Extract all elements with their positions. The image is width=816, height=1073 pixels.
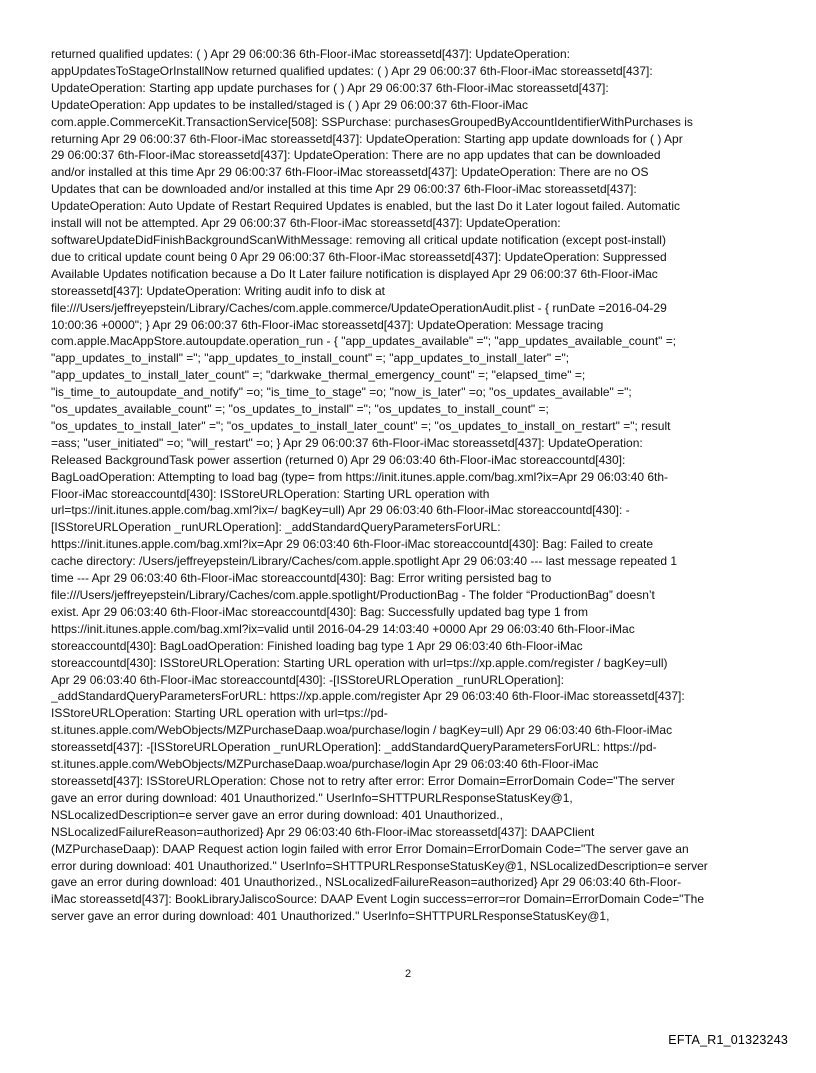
text-line: storeassetd[437]: -[ISStoreURLOperation _runURLOperation]: _addStandardQueryParametersForURL: https://pd-	[51, 740, 657, 755]
text-line: NSLocalizedFailureReason=authorized} Apr 29 06:03:40 6th-Floor-iMac storeassetd[437]: DAAPClient	[51, 824, 595, 839]
text-line: install will not be attempted. Apr 29 06:00:37 6th-Floor-iMac storeassetd[437]: UpdateOperation:	[51, 216, 561, 231]
page-number: 2	[404, 968, 412, 980]
text-line: file:///Users/jeffreyepstein/Library/Caches/com.apple.commerce/UpdateOperationAudit.plist - { runDate =2016-04-29	[51, 300, 667, 315]
text-line: "os_updates_to_install_later" ="; "os_updates_to_install_later_count" =; "os_updates_to_install_on_restart" ="; result	[51, 418, 671, 433]
text-line: returning Apr 29 06:00:37 6th-Floor-iMac storeassetd[437]: UpdateOperation: Starting app update downloads for ( ) Apr	[51, 131, 683, 146]
text-line: storeaccountd[430]: ISStoreURLOperation: Starting URL operation with url=tps://xp.apple.com/register / bagKey=ull)	[51, 655, 668, 670]
text-line: [ISStoreURLOperation _runURLOperation]: _addStandardQueryParametersForURL:	[51, 520, 501, 535]
text-line: gave an error during download: 401 Unauthorized., NSLocalizedFailureReason=authorized} Apr 29 06:03:40 6th-Floor-	[51, 875, 682, 890]
document-id-stamp: EFTA_R1_01323243	[668, 1033, 788, 1047]
text-line: due to critical update count being 0 Apr 29 06:00:37 6th-Floor-iMac storeassetd[437]: UpdateOperation: Suppressed	[51, 249, 667, 264]
text-line: Apr 29 06:03:40 6th-Floor-iMac storeaccountd[430]: -[ISStoreURLOperation _runURLOperation]:	[51, 672, 564, 687]
text-line: UpdateOperation: Auto Update of Restart Required Updates is enabled, but the last Do it Later logout failed. Automatic	[51, 199, 681, 214]
text-line: storeassetd[437]: ISStoreURLOperation: Chose not to retry after error: Error Domain=ErrorDomain Code="The server	[51, 773, 675, 788]
text-line: =ass; "user_initiated" =o; "will_restart" =o; } Apr 29 06:00:37 6th-Floor-iMac storeassetd[437]: UpdateOperation:	[51, 435, 643, 450]
text-line: "os_updates_available_count" =; "os_updates_to_install" ="; "os_updates_to_install_count" =;	[51, 402, 549, 417]
text-line: storeaccountd[430]: BagLoadOperation: Finished loading bag type 1 Apr 29 06:03:40 6th-Floor-iMac	[51, 638, 583, 653]
text-line: softwareUpdateDidFinishBackgroundScanWithMessage: removing all critical update notification (except post-install)	[51, 232, 666, 247]
text-line: "app_updates_to_install_later_count" =; "darkwake_thermal_emergency_count" =; "elapsed_time" =;	[51, 368, 586, 383]
text-line: appUpdatesToStageOrInstallNow returned qualified updates: ( ) Apr 29 06:00:37 6th-Floor-iMac storeassetd[437]:	[51, 63, 653, 78]
text-line: file:///Users/jeffreyepstein/Library/Caches/com.apple.spotlight/ProductionBag - The folder “ProductionBag” doesn’t	[51, 588, 655, 602]
text-line: gave an error during download: 401 Unauthorized." UserInfo=SHTTPURLResponseStatusKey@1,	[51, 790, 573, 805]
text-line: _addStandardQueryParametersForURL: https://xp.apple.com/register Apr 29 06:03:40 6th-Floor-iMac storeassetd[437]:	[51, 689, 685, 704]
text-line: time --- Apr 29 06:03:40 6th-Floor-iMac storeaccountd[430]: Bag: Error writing persisted bag to	[51, 571, 552, 586]
text-line: UpdateOperation: App updates to be installed/staged is ( ) Apr 29 06:00:37 6th-Floor-iMac	[51, 97, 528, 112]
text-line: st.itunes.apple.com/WebObjects/MZPurchaseDaap.woa/purchase/login Apr 29 06:03:40 6th-Floor-iMac	[51, 757, 599, 772]
text-line: ISStoreURLOperation: Starting URL operation with url=tps://pd-	[51, 706, 388, 721]
text-line: iMac storeassetd[437]: BookLibraryJaliscoSource: DAAP Event Login success=error=ror Domain=ErrorDomain Code="The	[51, 892, 705, 907]
text-line: url=tps://init.itunes.apple.com/bag.xml?ix=/ bagKey=ull) Apr 29 06:03:40 6th-Floor-iMac storeaccountd[430]: -	[51, 503, 630, 518]
text-line: Floor-iMac storeaccountd[430]: ISStoreURLOperation: Starting URL operation with	[51, 486, 490, 501]
text-line: error during download: 401 Unauthorized." UserInfo=SHTTPURLResponseStatusKey@1, NSLocalizedDescription=e server	[51, 858, 708, 873]
text-line: UpdateOperation: Starting app update purchases for ( ) Apr 29 06:00:37 6th-Floor-iMac storeassetd[437]:	[51, 80, 609, 95]
text-line: returned qualified updates: ( ) Apr 29 06:00:36 6th-Floor-iMac storeassetd[437]: UpdateOperation:	[51, 47, 570, 61]
log-text-body	[51, 46, 771, 925]
text-line: Available Updates notification because a Do It Later failure notification is displayed Apr 29 06:00:37 6th-Floor-iMac	[51, 266, 658, 281]
text-line: storeassetd[437]: UpdateOperation: Writing audit info to disk at	[51, 283, 385, 298]
text-line: "is_time_to_autoupdate_and_notify" =o; "is_time_to_stage" =o; "now_is_later" =o; "os_updates_available" =";	[51, 385, 632, 400]
text-line: exist. Apr 29 06:03:40 6th-Floor-iMac storeaccountd[430]: Bag: Successfully updated bag type 1 from	[51, 604, 588, 619]
text-line: https://init.itunes.apple.com/bag.xml?ix=Apr 29 06:03:40 6th-Floor-iMac storeaccountd[430]: Bag: Failed to create	[51, 537, 653, 552]
text-line: server gave an error during download: 401 Unauthorized." UserInfo=SHTTPURLResponseStatusKey@1,	[51, 909, 610, 924]
text-line: https://init.itunes.apple.com/bag.xml?ix=valid until 2016-04-29 14:03:40 +0000 Apr 29 06:03:40 6th-Floor-iMac	[51, 621, 635, 636]
text-line: "app_updates_to_install" ="; "app_updates_to_install_count" =; "app_updates_to_install_later" =";	[51, 351, 570, 366]
text-line: (MZPurchaseDaap): DAAP Request action login failed with error Error Domain=ErrorDomain Code="The server gave an	[51, 841, 689, 856]
text-line: com.apple.MacAppStore.autoupdate.operation_run - { "app_updates_available" ="; "app_updates_available_count" =;	[51, 334, 677, 349]
text-line: NSLocalizedDescription=e server gave an error during download: 401 Unauthorized.,	[51, 807, 503, 822]
text-line: com.apple.CommerceKit.TransactionService[508]: SSPurchase: purchasesGroupedByAccountIdentifierWithPurchases is	[51, 114, 693, 129]
text-line: 29 06:00:37 6th-Floor-iMac storeassetd[437]: UpdateOperation: There are no app updates that can be downloaded	[51, 148, 661, 163]
text-line: cache directory: /Users/jeffreyepstein/Library/Caches/com.apple.spotlight Apr 29 06:03:40 --- last message repeated 1	[51, 554, 678, 569]
text-line: st.itunes.apple.com/WebObjects/MZPurchaseDaap.woa/purchase/login / bagKey=ull) Apr 29 06:03:40 6th-Floor-iMac	[51, 723, 673, 738]
text-line: and/or installed at this time Apr 29 06:00:37 6th-Floor-iMac storeassetd[437]: UpdateOperation: There are no OS	[51, 165, 649, 180]
text-line: Updates that can be downloaded and/or installed at this time Apr 29 06:00:37 6th-Floor-iMac storeassetd[437]:	[51, 182, 637, 197]
text-line: Released BackgroundTask power assertion (returned 0) Apr 29 06:03:40 6th-Floor-iMac storeaccountd[430]:	[51, 452, 626, 467]
text-line: 10:00:36 +0000"; } Apr 29 06:00:37 6th-Floor-iMac storeassetd[437]: UpdateOperation: Message tracing	[51, 317, 604, 332]
text-line: BagLoadOperation: Attempting to load bag (type= from https://init.itunes.apple.com/bag.xml?ix=Apr 29 06:03:40 6th-	[51, 469, 669, 484]
